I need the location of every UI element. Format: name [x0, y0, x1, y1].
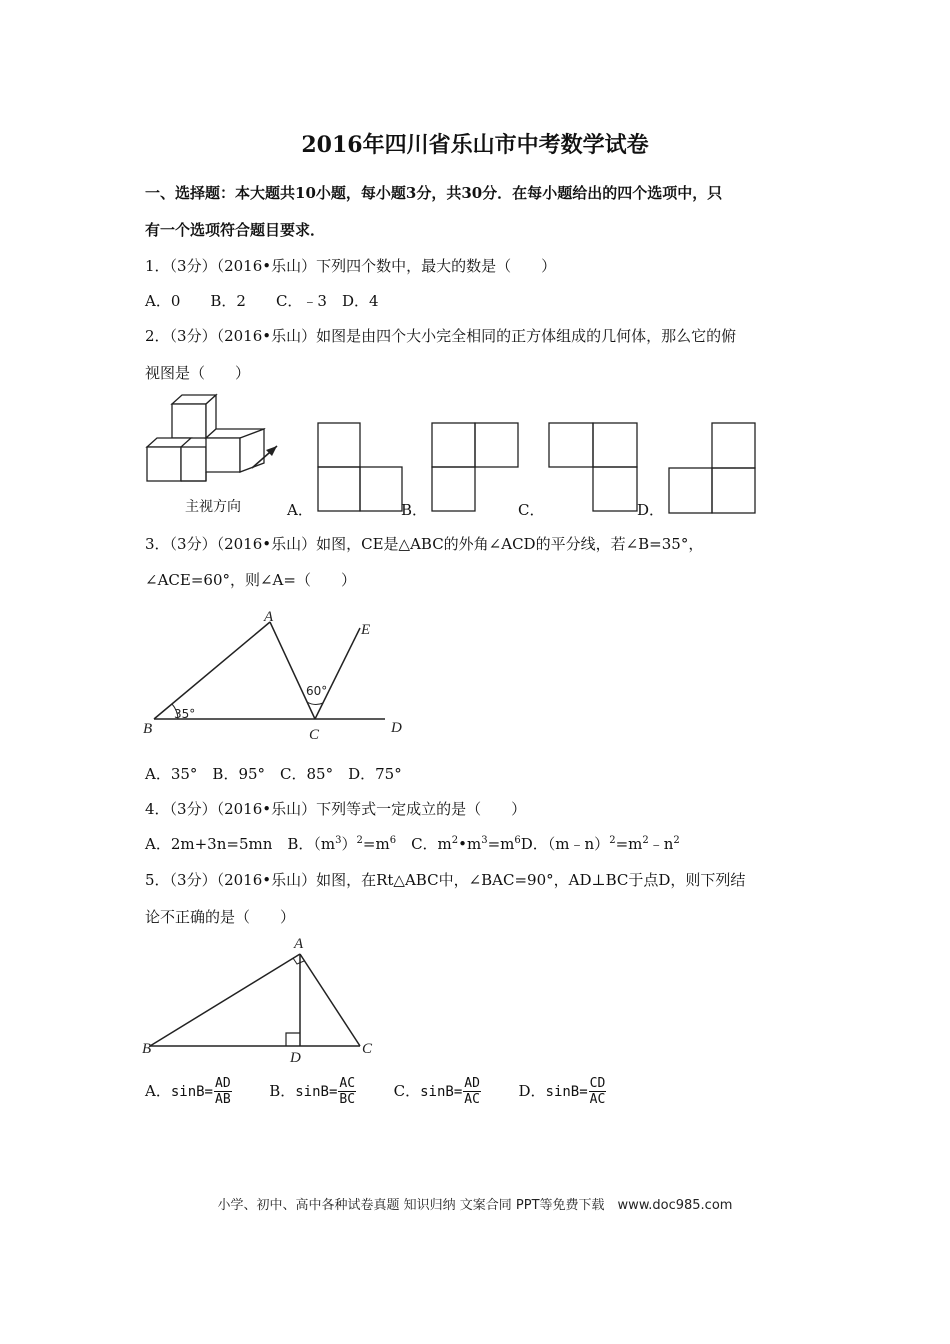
q3-point-d-label: D	[391, 720, 402, 736]
fraction-denominator: AC	[464, 1092, 480, 1107]
q4-sup: 6	[389, 835, 397, 846]
q3-point-a-label: A	[264, 609, 274, 625]
q3-point-e-label: E	[361, 622, 371, 638]
q3-point-c-label: C	[309, 727, 320, 743]
q2-option-b-figure	[431, 422, 519, 512]
q5-option-d-fraction	[589, 1076, 607, 1107]
q4-text: =m	[615, 835, 643, 853]
q4-option-d: D．（m﹣n）	[520, 835, 610, 853]
q1-stem: 1．（3分）（2016•乐山）下列四个数中，最大的数是（ ）	[145, 257, 557, 275]
q5-point-c-label: C	[362, 1041, 373, 1057]
q5-option-c-fraction	[463, 1076, 481, 1107]
q4-sup: 2	[673, 835, 680, 846]
q3-point-b-label: B	[143, 721, 153, 737]
q3-angle-c-label: 60°	[306, 684, 328, 698]
section-heading-line1: 一、选择题：本大题共10小题，每小题3分，共30分．在每小题给出的四个选项中，只	[145, 184, 723, 202]
q4-option-a-b: A．2m+3n=5mn B．（m	[145, 835, 336, 853]
q5-option-b-lhs: sinB=	[295, 1083, 338, 1100]
q4-text: ）	[341, 835, 357, 853]
q2-option-a-figure	[317, 422, 403, 512]
q4-sup: 3	[335, 835, 342, 846]
q5-option-c-label: C．	[393, 1081, 421, 1100]
q4-sup: 2	[356, 835, 363, 846]
q5-option-a-fraction	[214, 1076, 232, 1107]
q5-option-b	[269, 1076, 361, 1107]
q4-sup: 2	[451, 835, 459, 846]
page-title: 2016年四川省乐山市中考数学试卷	[301, 132, 649, 158]
q4-sup: 2	[642, 835, 649, 846]
q5-option-b-label: B．	[269, 1081, 296, 1100]
q4-stem: 4．（3分）（2016•乐山）下列等式一定成立的是（ ）	[145, 800, 527, 818]
q5-option-a-lhs: sinB=	[170, 1083, 213, 1100]
q5-point-d-label: D	[290, 1050, 301, 1066]
section-heading-line2: 有一个选项符合题目要求．	[145, 221, 326, 239]
q5-stem-line2: 论不正确的是（ ）	[145, 908, 296, 926]
q2-option-d-figure	[668, 422, 756, 514]
q2-stem-line2: 视图是（ ）	[145, 364, 251, 382]
fraction-numerator: CD	[589, 1076, 606, 1091]
q2-view-direction-label: 主视方向	[185, 499, 241, 515]
q5-option-a	[145, 1076, 236, 1107]
q5-option-c-lhs: sinB=	[420, 1083, 463, 1100]
q5-option-a-label: A．	[145, 1081, 171, 1100]
fraction-denominator: AC	[589, 1092, 606, 1107]
q5-point-a-label: A	[294, 936, 304, 952]
q3-angle-b-label: 35°	[174, 707, 196, 721]
q3-options: A．35° B．95° C．85° D．75°	[145, 765, 402, 783]
q4-text: =m	[487, 835, 515, 853]
q4-option-c: C．m	[396, 835, 452, 853]
fraction-numerator: AC	[339, 1076, 356, 1091]
q4-text: ﹣n	[648, 835, 674, 853]
q5-options	[145, 1076, 606, 1107]
q4-sup: 2	[609, 835, 616, 846]
q2-option-c-label: C．	[518, 501, 545, 519]
q4-options	[145, 833, 680, 854]
q5-right-triangle-figure	[140, 932, 380, 1067]
q3-triangle-figure	[140, 605, 420, 745]
q3-stem-line2: ∠ACE=60°，则∠A=（ ）	[145, 571, 356, 589]
q4-sup: 6	[514, 835, 521, 846]
q2-option-c-figure	[548, 422, 638, 512]
q2-option-d-label: D．	[637, 501, 665, 519]
q2-option-b-label: B．	[401, 501, 428, 519]
page-footer: 小学、初中、高中各种试卷真题 知识归纳 文案合同 PPT等免费下载 www.doc985.com	[217, 1198, 733, 1213]
q5-stem-line1: 5．（3分）（2016•乐山）如图，在Rt△ABC中，∠BAC=90°，AD⊥BC于点D，则下列结	[145, 871, 746, 889]
q4-text: •m	[458, 835, 482, 853]
fraction-numerator: AD	[215, 1076, 231, 1091]
q5-option-d-label: D．	[518, 1081, 546, 1100]
fraction-numerator: AD	[464, 1076, 480, 1091]
fraction-denominator: BC	[339, 1092, 356, 1107]
q5-option-d	[518, 1076, 606, 1107]
q1-options: A．0 B．2 C．﹣3 D．4	[145, 292, 379, 310]
q5-option-c	[393, 1076, 486, 1107]
q3-stem-line1: 3．（3分）（2016•乐山）如图，CE是△ABC的外角∠ACD的平分线，若∠B=35°，	[145, 535, 704, 553]
q5-option-d-lhs: sinB=	[545, 1083, 588, 1100]
q4-text: =m	[362, 835, 390, 853]
fraction-denominator: AB	[215, 1092, 231, 1107]
q2-option-a-label: A．	[287, 501, 313, 519]
q4-sup: 3	[481, 835, 488, 846]
q5-point-b-label: B	[142, 1041, 152, 1057]
q5-option-b-fraction	[338, 1076, 356, 1107]
q2-stem-line1: 2．（3分）（2016•乐山）如图是由四个大小完全相同的正方体组成的几何体，那么它的俯	[145, 327, 737, 345]
